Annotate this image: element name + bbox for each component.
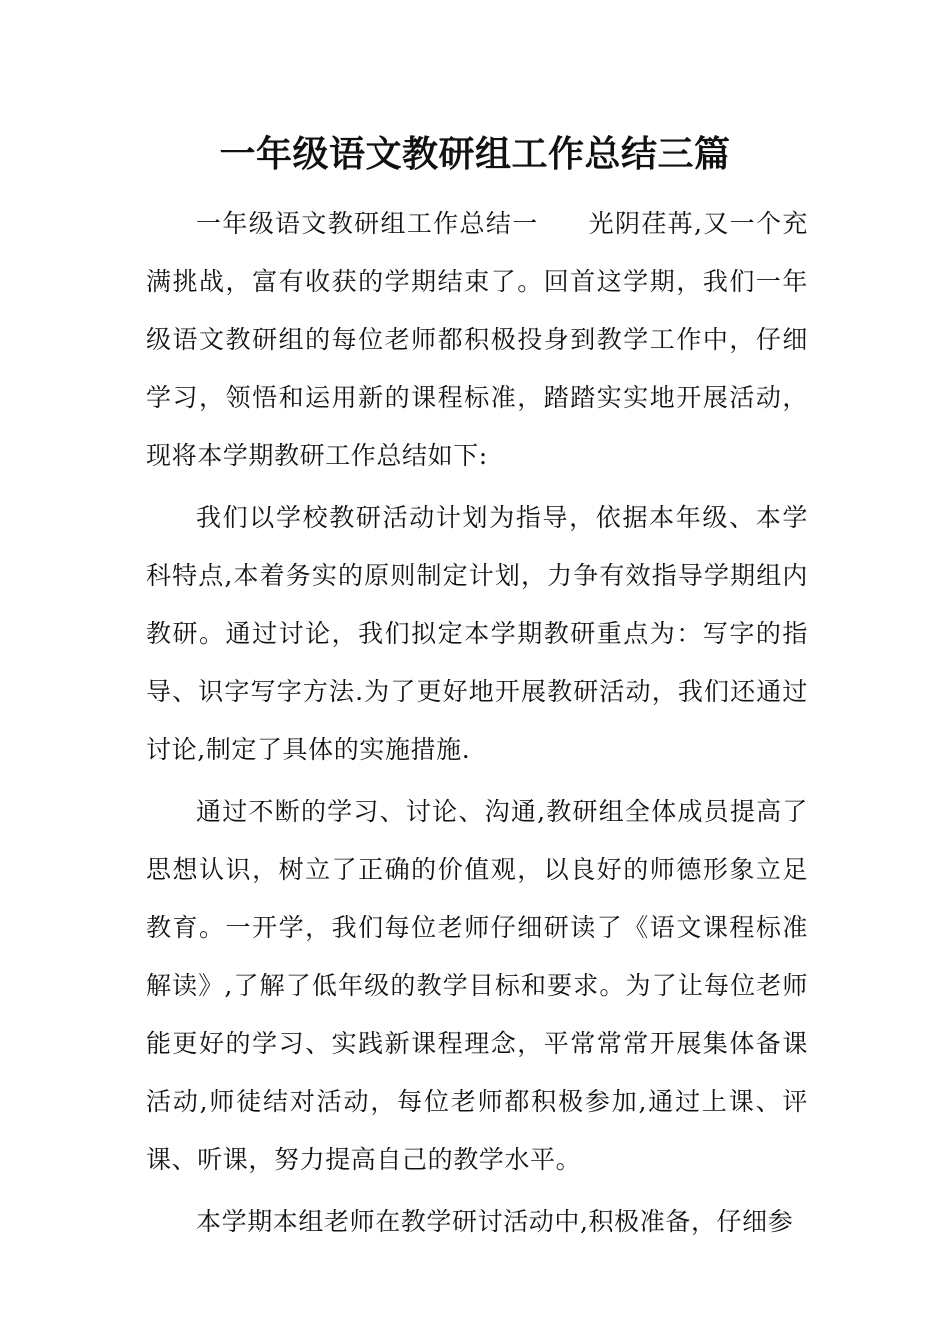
paragraph-3: 通过不断的学习、讨论、沟通,教研组全体成员提高了思想认识，树立了正确的价值观，以良好的师德形象立足教育。一开学，我们每位老师仔细研读了《语文课程标准解读》,了解了低年级的教学目标和要求。为了让每位老师能更好的学习、实践新课程理念，平常常常开展集体备课活动,师徒结对活动，每位老师都积极参加,通过上课、评课、听课，努力提高自己的教学水平。 [146,797,808,1174]
paragraph-1-text: 光阴荏苒,又一个充满挑战，富有收获的学期结束了。回首这学期，我们一年级语文教研组的每位老师都积极投身到教学工作中，仔细学习，领悟和运用新的课程标准，踏踏实实地开展活动，现将本学期教研工作总结如下: [146,209,808,470]
document-title: 一年级语文教研组工作总结三篇 [219,133,731,175]
paragraph-1 [146,195,808,485]
document-body [146,195,808,1255]
section-heading: 一年级语文教研组工作总结一 [196,209,539,238]
paragraph-2: 我们以学校教研活动计划为指导，依据本年级、本学科特点,本着务实的原则制定计划，力争有效指导学期组内教研。通过讨论，我们拟定本学期教研重点为：写字的指导、识字写字方法.为了更好地开展教研活动，我们还通过讨论,制定了具体的实施措施. [146,503,808,764]
paragraph-4: 本学期本组老师在教学研讨活动中,积极准备，仔细参 [196,1207,794,1236]
